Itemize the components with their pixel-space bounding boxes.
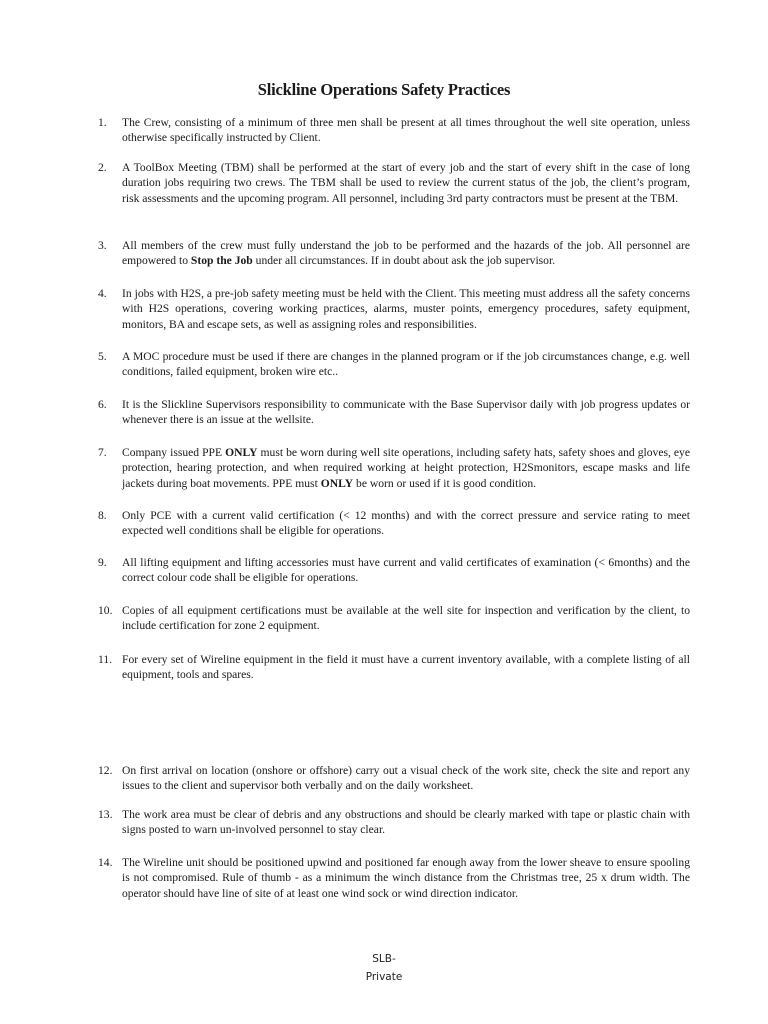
list-item — [98, 603, 690, 634]
emphasis-text: ONLY — [225, 446, 258, 459]
text-segment: Only PCE with a current valid certification (< 12 months) and with the correct pressure and service rating to meet expected well conditions shall be eligible for operations. — [122, 509, 690, 538]
document-title: Slickline Operations Safety Practices — [257, 80, 511, 99]
footer-line-1: SLB- — [372, 953, 396, 965]
list-item-number: 11. — [98, 653, 113, 666]
list-item — [98, 115, 690, 146]
text-segment: under all circumstances. If in doubt about ask the job supervisor. — [252, 254, 556, 268]
list-item — [98, 508, 690, 539]
list-item-text — [122, 807, 690, 838]
text-segment: In jobs with H2S, a pre-job safety meeting must be held with the Client. This meeting must address all the safety concerns with H2S operations, covering working practices, alarms, muster points, emergency procedures, safety equipment, monitors, BA and escape sets, as well as assigning roles and responsibilities. — [122, 287, 690, 331]
list-item-text — [122, 508, 690, 539]
text-segment: be worn or used if it is good condition. — [353, 476, 537, 490]
list-item-number: 8. — [98, 509, 107, 522]
list-item — [98, 652, 690, 683]
list-item-number: 12. — [98, 764, 113, 777]
list-item-text — [122, 160, 690, 206]
list-item-number: 10. — [98, 604, 113, 617]
text-segment: All lifting equipment and lifting accessories must have current and valid certificates of examination (< 6months) and the correct colour code shall be eligible for operations. — [122, 556, 690, 585]
text-segment: The work area must be clear of debris and any obstructions and should be clearly marked with tape or plastic chain with signs posted to warn un-involved personnel to stay clear. — [122, 808, 690, 837]
list-item — [98, 445, 690, 491]
text-segment: It is the Slickline Supervisors responsibility to communicate with the Base Supervisor daily with job progress updates or whenever there is an issue at the wellsite. — [122, 398, 690, 427]
list-item-number: 6. — [98, 398, 107, 411]
list-item-text — [122, 855, 690, 901]
list-item — [98, 397, 690, 428]
list-item-text — [122, 652, 690, 683]
text-segment: A ToolBox Meeting (TBM) shall be performed at the start of every job and the start of every shift in the case of long duration jobs requiring two crews. The TBM shall be used to review the current status of the job, the client’s program, risk assessments and the upcoming program. All personnel, including 3rd party contractors must be present at the TBM. — [122, 161, 690, 205]
emphasis-text: ONLY — [320, 476, 354, 490]
list-item-number: 14. — [98, 856, 113, 869]
text-segment: must be worn during well site operations, including safety hats, safety shoes and gloves, eye protection, hearing protection, and when required working at height protection, H2Smonitors, escape masks and life jackets during boat movements. PPE must — [122, 446, 690, 490]
text-segment: Copies of all equipment certifications must be available at the well site for inspection and verification by the client, to include certification for zone 2 equipment. — [122, 604, 690, 633]
list-item-number: 5. — [98, 350, 107, 363]
list-item — [98, 807, 690, 838]
text-segment: All members of the crew must fully understand the job to be performed and the hazards of the job. All personnel are empowered to — [122, 239, 690, 268]
list-item-number: 7. — [98, 446, 107, 459]
list-item — [98, 286, 690, 332]
list-item-text — [122, 603, 690, 634]
list-item — [98, 763, 690, 794]
list-item-text — [122, 445, 690, 491]
text-segment: A MOC procedure must be used if there are changes in the planned program or if the job circumstances change, e.g. well conditions, failed equipment, broken wire etc.. — [122, 350, 690, 379]
text-segment: On first arrival on location (onshore or offshore) carry out a visual check of the work site, check the site and report any issues to the client and supervisor both verbally and on the daily worksheet. — [122, 764, 690, 793]
list-item-number: 3. — [98, 239, 107, 252]
list-item-number: 4. — [98, 287, 107, 300]
list-item-number: 2. — [98, 161, 107, 174]
list-item-text — [122, 763, 690, 794]
list-item-number: 1. — [98, 116, 107, 129]
text-segment: The Wireline unit should be positioned upwind and positioned far enough away from the lower sheave to ensure spooling is not compromised. Rule of thumb - as a minimum the winch distance from the Christmas tree, 25 x drum width. The operator should have line of site of at least one wind sock or wind direction indicator. — [122, 856, 690, 900]
text-segment: The Crew, consisting of a minimum of three men shall be present at all times throughout the well site operation, unless otherwise specifically instructed by Client. — [122, 116, 690, 145]
text-segment: Company issued PPE — [122, 446, 226, 459]
emphasis-text: Stop the Job — [190, 254, 253, 268]
list-item — [98, 160, 690, 206]
list-item — [98, 238, 690, 269]
list-item-text — [122, 238, 690, 269]
list-item-number: 9. — [98, 556, 107, 569]
list-item-text — [122, 397, 690, 428]
list-item-text — [122, 555, 690, 586]
classification-footer — [0, 950, 768, 986]
footer-line-2: Private — [365, 971, 403, 983]
list-item — [98, 555, 690, 586]
list-item — [98, 855, 690, 901]
list-item-text — [122, 286, 690, 332]
list-item-number: 13. — [98, 808, 113, 821]
list-item-text — [122, 349, 690, 380]
text-segment: For every set of Wireline equipment in the field it must have a current inventory available, with a complete listing of all equipment, tools and spares. — [122, 653, 690, 682]
list-item-text — [122, 115, 690, 146]
list-item — [98, 349, 690, 380]
